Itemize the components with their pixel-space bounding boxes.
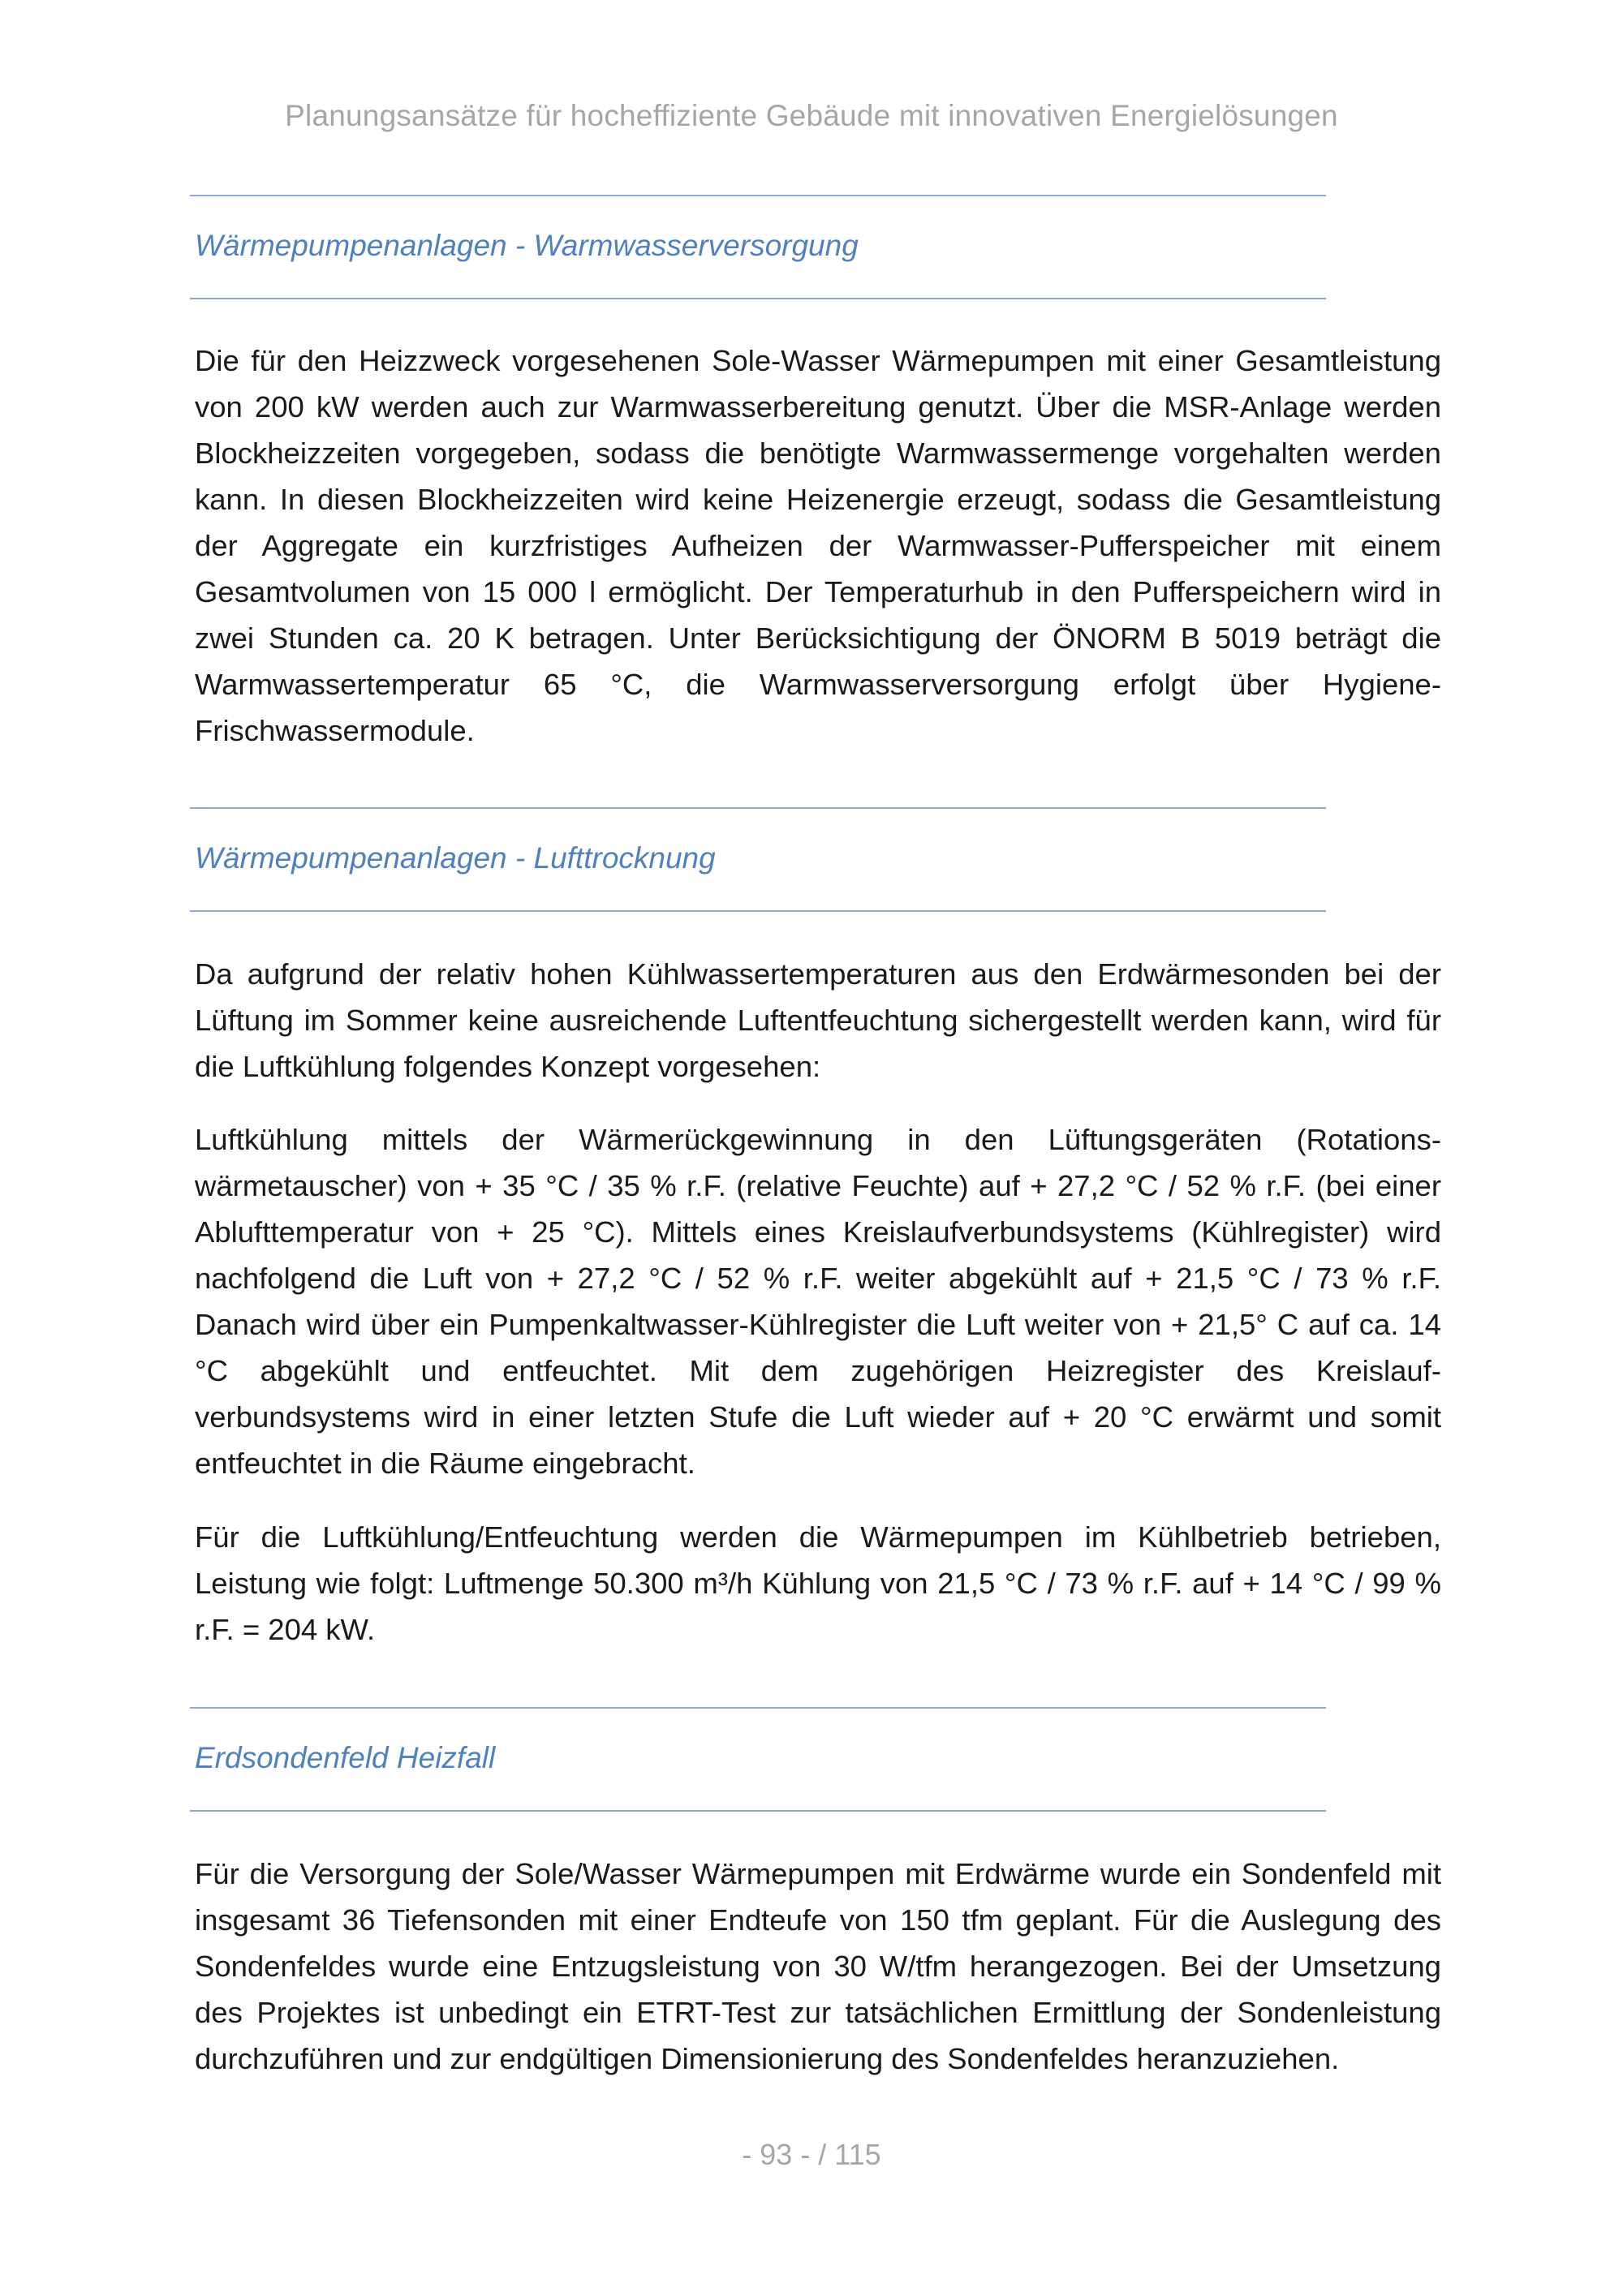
paragraph: Die für den Heizzweck vorgesehenen Sole-Wasser Wärmepumpen mit einer Gesamtleistung von 200 kW werden auch zur Warmwasserbereitung genutzt. Über die MSR-Anlage werden Blockheizzeiten vorgegeben, sodass die benötigte Warmwassermenge vorgehalten werden kann. In diesen Blockheizzeiten wird keine Heizenergie erzeugt, sodass die Gesamtleistung der Aggregate ein kurzfristiges Aufheizen der Warmwasser-Pufferspeicher mit einem Gesamtvolumen von 15 000 l ermöglicht. Der Temperaturhub in den Pufferspeichern wird in zwei Stunden ca. 20 K betragen. Unter Berücksichtigung der ÖNORM B 5019 beträgt die Warmwassertemperatur 65 °C, die Warmwasserversorgung erfolgt über Hygiene- Frischwassermodule. xyxy=(195,344,1441,747)
running-header: Planungsansätze für hocheffiziente Gebäude mit innovativen Energielösungen xyxy=(285,99,1338,132)
section-heading: Erdsondenfeld Heizfall xyxy=(195,1741,496,1774)
heading-rule-top xyxy=(190,1707,1326,1709)
heading-rule-top xyxy=(190,195,1326,196)
section-heading-block xyxy=(190,195,1326,299)
section-heading-block xyxy=(190,807,1326,912)
paragraph: Da aufgrund der relativ hohen Kühlwassertemperaturen aus den Erdwärmesonden bei der Lüftung im Sommer keine ausreichende Luftentfeuchtung sichergestellt werden kann, wird für die Luftkühlung folgendes Konzept vorgesehen: xyxy=(195,957,1441,1083)
section-heading-block xyxy=(190,1707,1326,1812)
section-heading: Wärmepumpenanlagen - Warmwasserversorgung xyxy=(195,229,859,262)
paragraph: Für die Versorgung der Sole/Wasser Wärmepumpen mit Erdwärme wurde ein Sondenfeld mit insgesamt 36 Tiefensonden mit einer Endteufe von 150 tfm geplant. Für die Auslegung des Sondenfeldes wurde eine Entzugsleistung von 30 W/tfm herangezogen. Bei der Umsetzung des Projektes ist unbedingt ein ETRT-Test zur tatsächlichen Ermittlung der Sondenleistung durchzuführen und zur endgültigen Dimensionierung des Sondenfeldes heranzuziehen. xyxy=(195,1857,1441,2075)
section-heading: Wärmepumpenanlagen - Lufttrocknung xyxy=(195,841,716,875)
heading-rule-bottom xyxy=(190,910,1326,912)
page-number: - 93 - / 115 xyxy=(742,2138,881,2171)
paragraph: Luftkühlung mittels der Wärmerückgewinnung in den Lüftungsgeräten (Rotations-wärmetauscher) von + 35 °C / 35 % r.F. (relative Feuchte) auf + 27,2 °C / 52 % r.F. (bei einer Ablufttemperatur von + 25 °C). Mittels eines Kreislaufverbundsystems (Kühlregister) wird nachfolgend die Luft von + 27,2 °C / 52 % r.F. weiter abgekühlt auf + 21,5 °C / 73 % r.F. Danach wird über ein Pumpenkaltwasser-Kühlregister die Luft weiter von + 21,5° C auf ca. 14 °C abgekühlt und entfeuchtet. Mit dem zugehörigen Heizregister des Kreislauf-verbundsystems wird in einer letzten Stufe die Luft wieder auf + 20 °C erwärmt und somit entfeuchtet in die Räume eingebracht. xyxy=(195,1123,1441,1480)
heading-rule-bottom xyxy=(190,1810,1326,1812)
heading-rule-bottom xyxy=(190,298,1326,299)
paragraph: Für die Luftkühlung/Entfeuchtung werden die Wärmepumpen im Kühlbetrieb betrieben, Leistung wie folgt: Luftmenge 50.300 m³/h Kühlung von 21,5 °C / 73 % r.F. auf + 14 °C / 99 % r.F. = 204 kW. xyxy=(195,1520,1441,1646)
heading-rule-top xyxy=(190,807,1326,809)
